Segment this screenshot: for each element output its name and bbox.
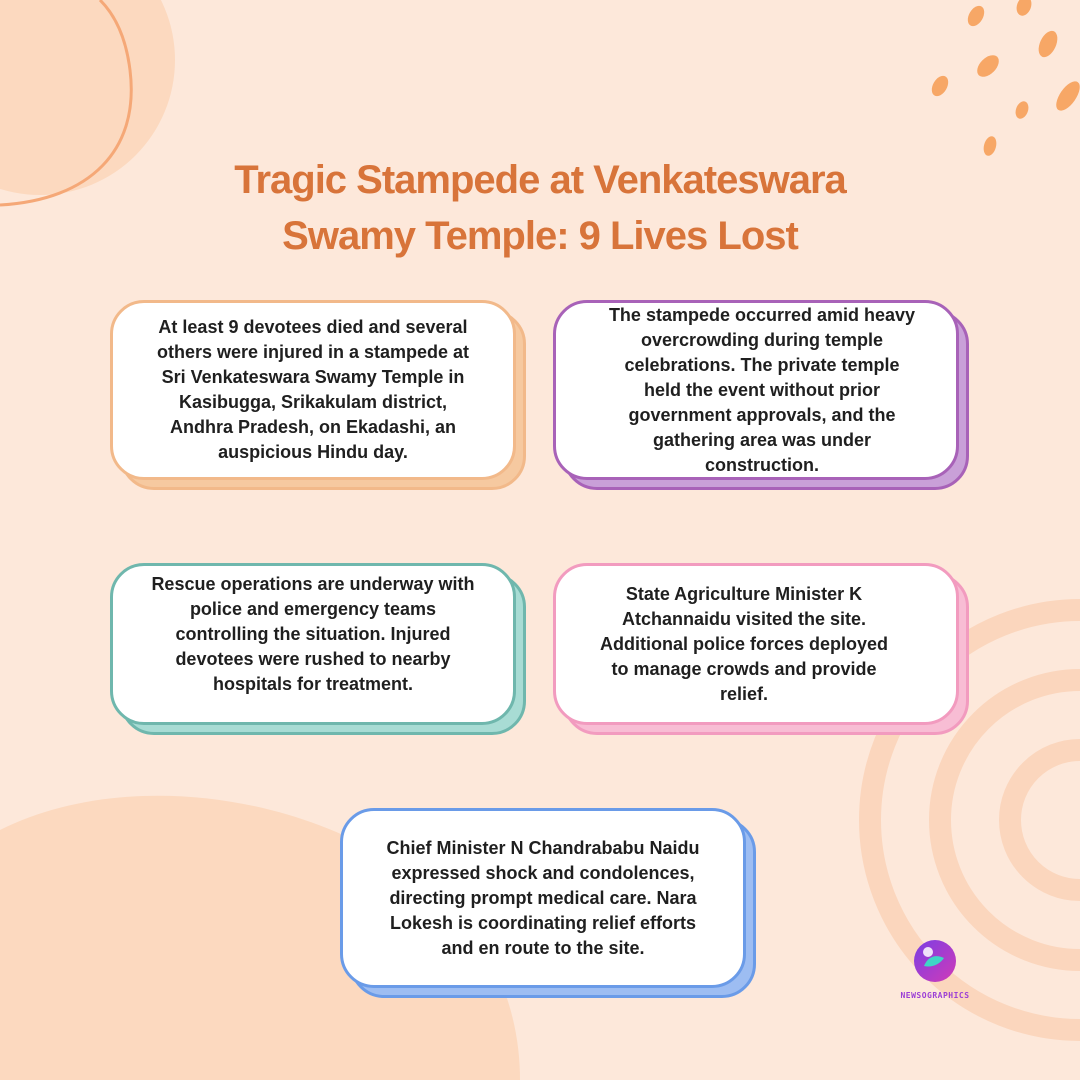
logo-text: NEWSOGRAPHICS <box>900 991 970 1000</box>
card-face <box>340 808 746 988</box>
card-face <box>553 563 959 725</box>
card-text: At least 9 devotees died and several others were injured in a stampede at Sri Venkateswara Swamy Temple in Kasibugga, Srikakulam district, Andhra Pradesh, on Ekadashi, an auspicious Hindu day. <box>156 317 470 462</box>
info-card-1 <box>110 300 516 480</box>
page-title <box>140 152 940 264</box>
title-line-2: Swamy Temple: 9 Lives Lost <box>282 214 798 258</box>
card-text: The stampede occurred amid heavy overcrowding during temple celebrations. The private temple held the event without prior government approvals, and the gathering area was under construction. <box>608 304 916 475</box>
card-text: Rescue operations are underway with police and emergency teams controlling the situation. Injured devotees were rushed to nearby hospitals for treatment. <box>151 573 475 694</box>
info-card-3 <box>110 563 516 725</box>
info-card-4 <box>553 563 959 725</box>
card-text: State Agriculture Minister K Atchannaidu visited the site. Additional police forces deployed to manage crowds and provide relief. <box>599 583 889 704</box>
card-face <box>553 300 959 480</box>
newsographics-logo-icon <box>910 938 960 984</box>
card-text: Chief Minister N Chandrababu Naidu expressed shock and condolences, directing prompt medical care. Nara Lokesh is coordinating relief efforts and en route to the site. <box>386 837 700 958</box>
info-card-2 <box>553 300 959 480</box>
card-face <box>110 300 516 480</box>
brand-logo <box>895 938 975 1000</box>
title-line-1: Tragic Stampede at Venkateswara <box>234 158 846 202</box>
card-face <box>110 563 516 725</box>
info-card-5 <box>340 808 746 988</box>
confetti-dots <box>928 0 1080 157</box>
